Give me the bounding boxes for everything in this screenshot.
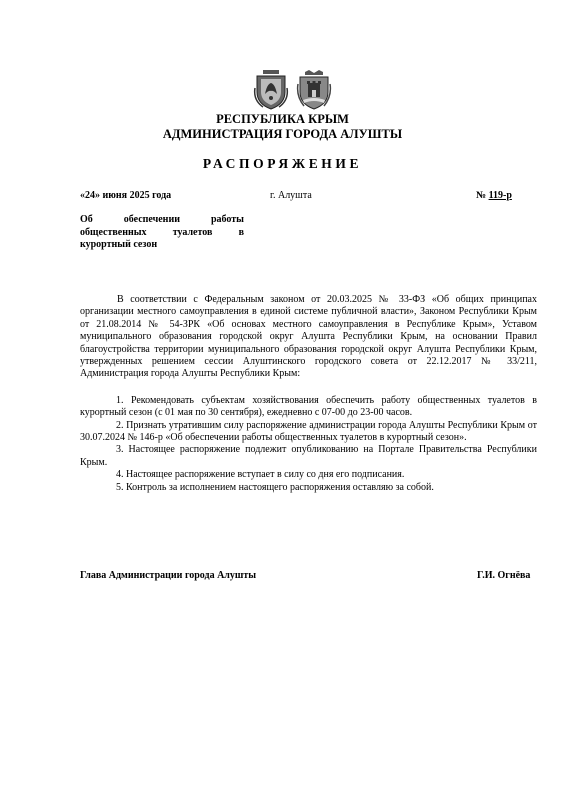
document-number: [476, 190, 512, 201]
order-item: 5. Контроль за исполнением настоящего распоряжения оставляю за собой.: [116, 481, 434, 493]
document-subject: [80, 214, 244, 252]
order-item: 2. Признать утратившим силу распоряжение администрации города Алушты Республики Крым от 30.07.2024 № 146-р «Об обеспечении работы общественных туалетов в курортный сезон».: [80, 419, 537, 444]
subject-line: Об обеспечении работы: [80, 214, 244, 225]
document-body: [80, 294, 537, 494]
administration-heading: АДМИНИСТРАЦИЯ ГОРОДА АЛУШТЫ: [162, 127, 403, 141]
crimea-coat-of-arms-icon: [253, 70, 289, 110]
order-item: 4. Настоящее распоряжение вступает в силу со дня его подписания.: [116, 469, 405, 481]
signatory-name: Г.И. Огнёва: [477, 570, 531, 581]
order-item: 1. Рекомендовать субъектам хозяйствования обеспечить работу общественных туалетов в курортный сезон (с 01 мая по 30 сентября), ежедневно с 07-00 до 23-00 часов.: [80, 394, 537, 419]
document-city: г. Алушта: [270, 190, 312, 201]
alushta-coat-of-arms-icon: [296, 70, 332, 110]
preamble-paragraph: В соответствии с Федеральным законом от 20.03.2025 № 33-ФЗ «Об общих принципах организации местного самоуправления в единой системе публичной власти», Законом Республики Крым от 21.08.2014 № 54-ЗРК «Об основах местного самоуправления в Республике Крым», Уставом муниципального образования городской округ Алушта Республики Крым, на основании Правил благоустройства территории муниципального образования городской округ Алушта Республики Крым, утвержденных решением сессии Алуштинского городского совета от 22.12.2017 № 33/211, Администрация города Алушты Республики Крым:: [80, 294, 537, 380]
order-items: [80, 395, 537, 494]
signatory-position: Глава Администрации города Алушты: [80, 570, 257, 581]
subject-line: курортный сезон: [80, 239, 158, 250]
document-date: «24» июня 2025 года: [80, 190, 172, 201]
republic-heading: РЕСПУБЛИКА КРЫМ: [216, 112, 349, 126]
number-prefix: №: [476, 190, 489, 201]
number-value: 119-р: [488, 190, 512, 201]
subject-line: общественных туалетов в: [80, 226, 244, 238]
document-type-title: РАСПОРЯЖЕНИЕ: [202, 156, 363, 171]
emblems: [0, 70, 565, 110]
order-item: 3. Настоящее распоряжение подлежит опубликованию на Портале Правительства Республики Крым.: [80, 444, 537, 468]
